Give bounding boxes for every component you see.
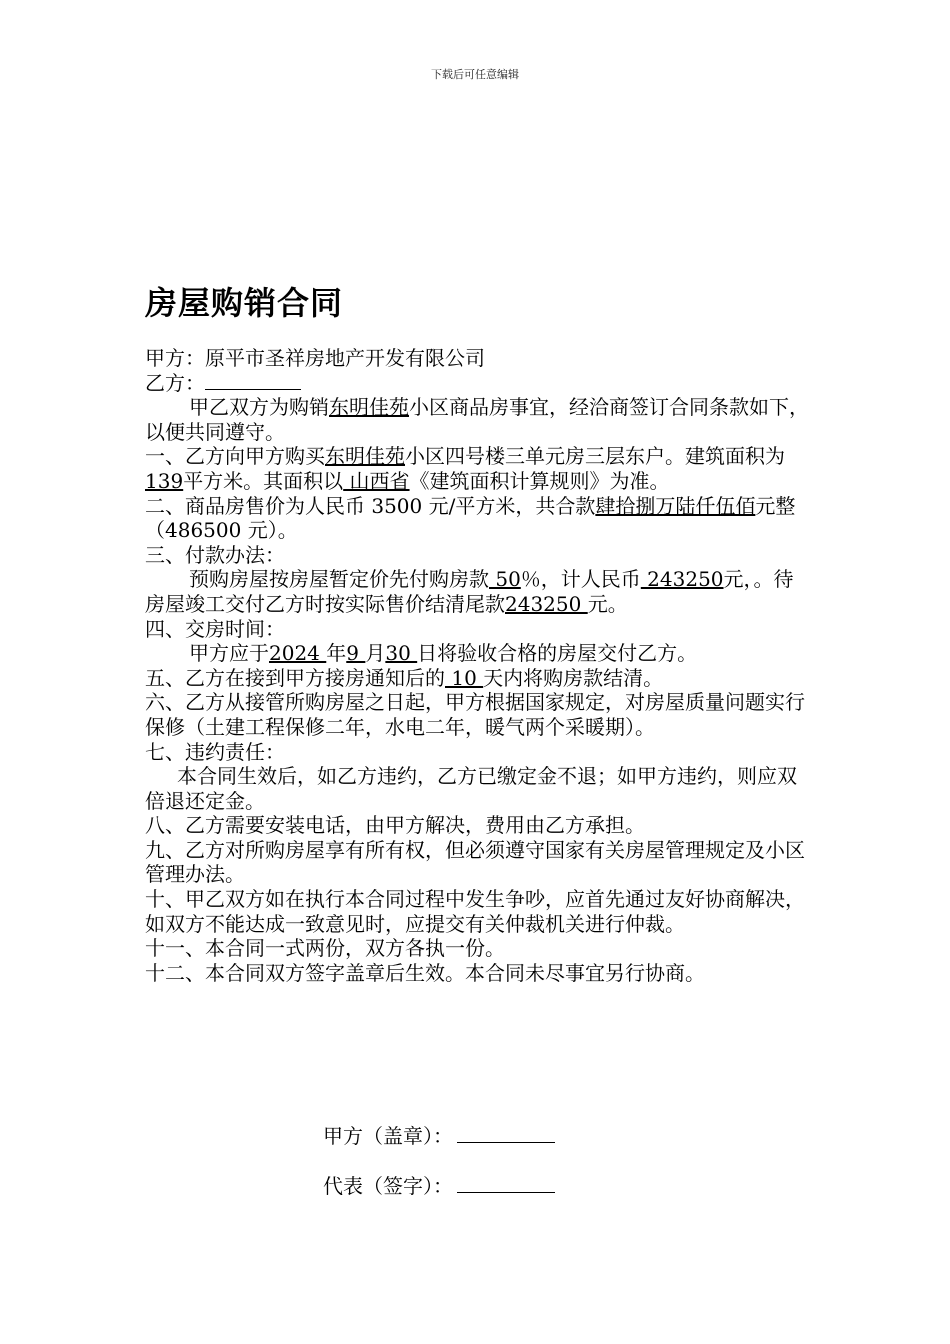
clause-1: 一、乙方向甲方购买东明佳苑小区四号楼三单元房三层东户。建筑面积为139平方米。其面积以 山西省《建筑面积计算规则》为准。 [145, 444, 785, 493]
clause-8: 八、乙方需要安装电话，由甲方解决，费用由乙方承担。 [145, 813, 645, 838]
clause-11: 十一、本合同一式两份，双方各执一份。 [145, 936, 505, 961]
contract-title: 房屋购销合同 [145, 284, 344, 322]
clause-6: 六、乙方从接管所购房屋之日起，甲方根据国家规定，对房屋质量问题实行保修（土建工程保修二年，水电二年，暖气两个采暖期）。 [145, 690, 805, 739]
clause-12: 十二、本合同双方签字盖章后生效。本合同未尽事宜另行协商。 [145, 960, 705, 985]
party-a-seal-line: 甲方（盖章）： [323, 1120, 555, 1149]
clause-2: 二、商品房售价为人民币 3500 元/平方米，共合款肆拾捌万陆仟伍佰元整（486500 元）。 [145, 493, 796, 543]
clause-3-title: 三、付款办法： [145, 542, 285, 567]
clause-7-text: 本合同生效后，如乙方违约，乙方已缴定金不退；如甲方违约，则应双倍退还定金。 [145, 764, 797, 813]
page-header: 下载后可任意编辑 [431, 68, 519, 81]
clause-5: 五、乙方在接到甲方接房通知后的 10 天内将购房款结清。 [145, 665, 664, 690]
clause-4-title: 四、交房时间： [145, 616, 285, 641]
intro-paragraph: 甲乙双方为购销东明佳苑小区商品房事宜，经洽商签订合同条款如下，以便共同遵守。 [145, 395, 809, 444]
contract-body [145, 346, 810, 985]
clause-7-title: 七、违约责任： [145, 739, 285, 764]
party-b-line: 乙方： [145, 371, 810, 396]
party-a-name: 原平市圣祥房地产开发有限公司 [205, 346, 485, 370]
clause-10: 十、甲乙双方如在执行本合同过程中发生争吵，应首先通过友好协商解决，如双方不能达成一致意见时，应提交有关仲裁机关进行仲裁。 [145, 887, 805, 936]
signature-blank [457, 1174, 555, 1193]
clause-3-text: 预购房屋按房屋暂定价先付购房款 50％，计人民币 243250元，。待房屋竣工交付乙方时按实际售价结清尾款243250 元。 [145, 567, 794, 616]
clause-9: 九、乙方对所购房屋享有所有权，但必须遵守国家有关房屋管理规定及小区管理办法。 [145, 837, 805, 887]
party-a-line: 甲方：原平市圣祥房地产开发有限公司 [145, 346, 485, 370]
seal-blank [457, 1124, 555, 1143]
clause-4-text: 甲方应于2024 年9 月30 日将验收合格的房屋交付乙方。 [189, 641, 698, 666]
party-b-blank [205, 371, 301, 390]
representative-sign-line: 代表（签字）： [323, 1170, 555, 1199]
